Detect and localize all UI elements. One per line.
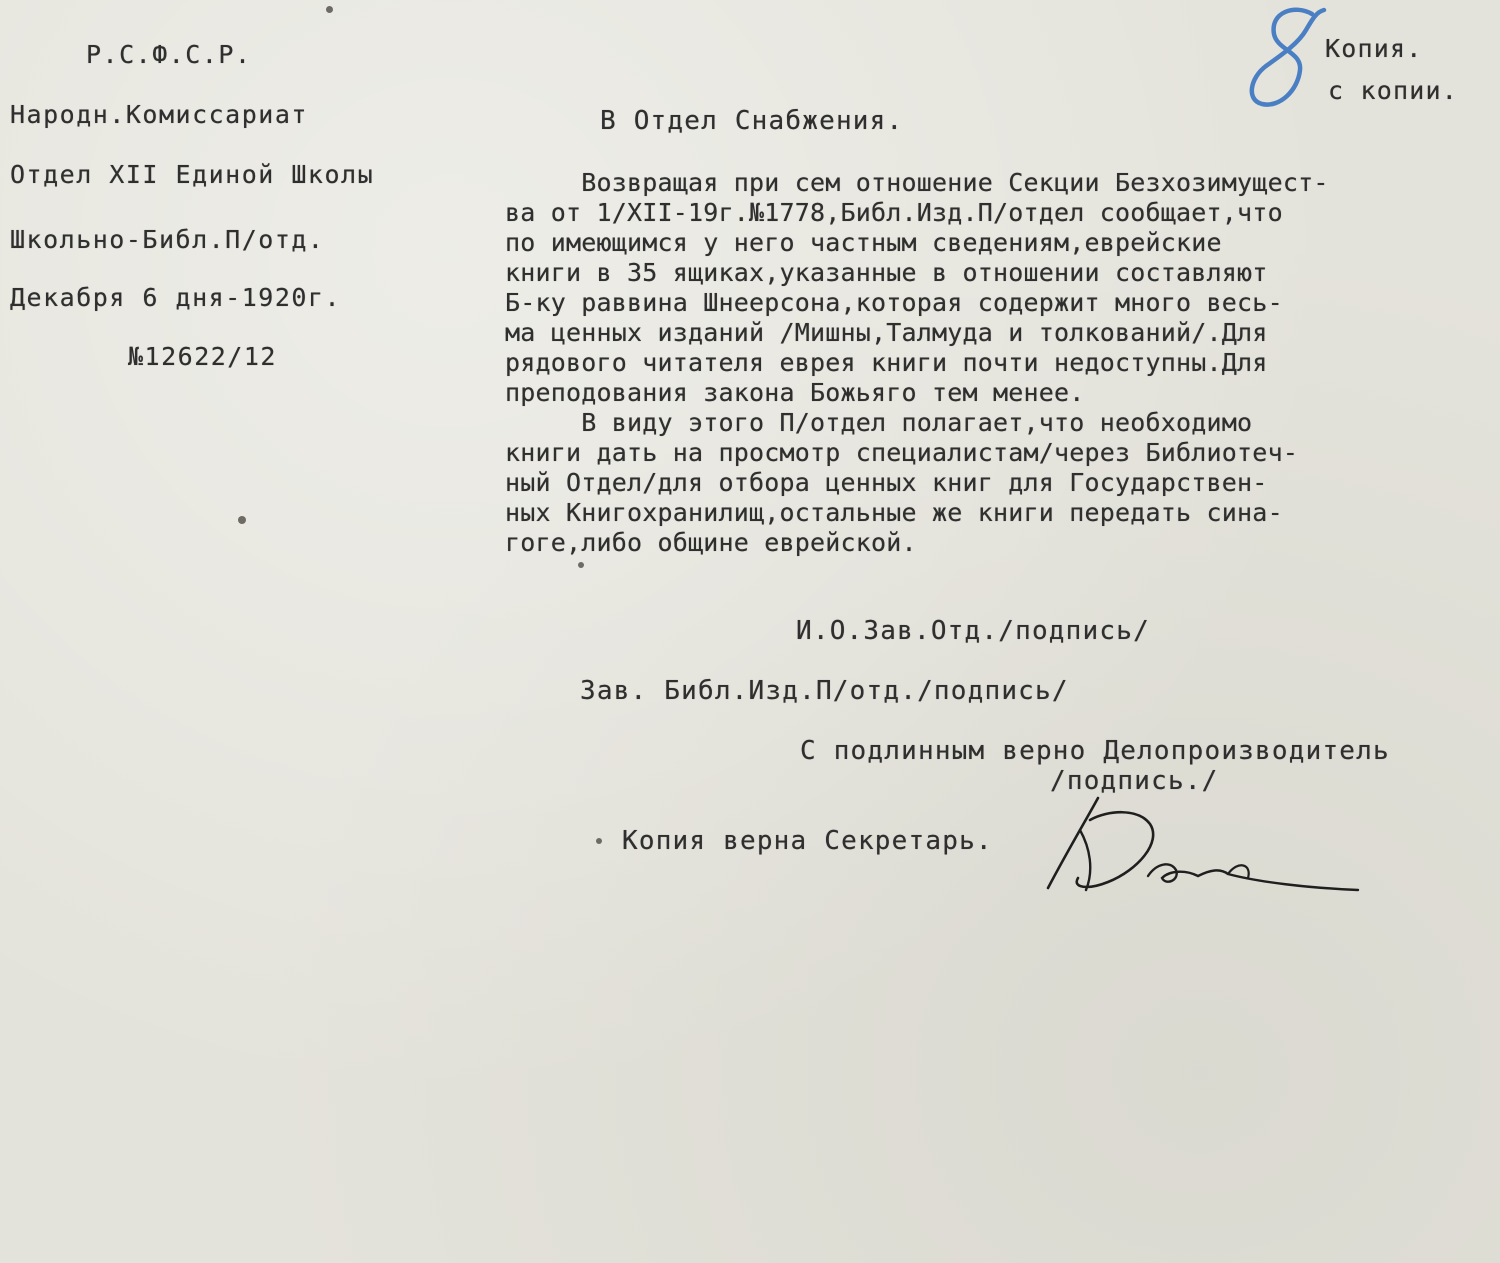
body-line: ма ценных изданий /Мишны,Талмуда и толкований/.Для	[505, 318, 1268, 347]
body-line: ных Книгохранилищ,остальные же книги передать сина-	[505, 498, 1283, 527]
copy-label: Копия.	[1325, 34, 1423, 63]
secretary-signature	[1038, 790, 1368, 910]
body-line: Возвращая при сем отношение Секции Безхозимущест-	[505, 168, 1329, 197]
body-line: по имеющимся у него частным сведениям,еврейские	[505, 228, 1222, 257]
header-commissariat: Народн.Комиссариат	[10, 100, 308, 129]
header-subdepartment: Школьно-Библ.П/отд.	[10, 225, 325, 254]
body-line: гоге,либо общине еврейской.	[505, 528, 917, 557]
true-copy-clerk-line: С подлинным верно Делопроизводитель	[800, 736, 1390, 766]
paper-speck	[596, 838, 602, 844]
paper-speck	[326, 6, 333, 13]
addressee: В Отдел Снабжения.	[600, 106, 904, 136]
header-rsfsr: Р.С.Ф.С.Р.	[86, 40, 252, 69]
clerk-signature-line: /подпись./	[1050, 766, 1219, 796]
library-head-signature-line: Зав. Библ.Изд.П/отд./подпись/	[580, 676, 1069, 706]
body-line: Б-ку раввина Шнеерсона,которая содержит много весь-	[505, 288, 1283, 317]
secretary-line: Копия верна Секретарь.	[622, 826, 993, 856]
body-line: книги в 35 ящиках,указанные в отношении составляют	[505, 258, 1268, 287]
paper-speck	[578, 562, 584, 568]
body-line: книги дать на просмотр специалистам/через Библиотеч-	[505, 438, 1299, 467]
body-line: рядового читателя еврея книги почти недоступны.Для	[505, 348, 1268, 377]
header-date: Декабря 6 дня-1920г.	[10, 283, 342, 312]
paper-speck	[238, 516, 246, 524]
body-line: преподования закона Божьяго тем менее.	[505, 378, 1085, 407]
body-line: ный Отдел/для отбора ценных книг для Государствен-	[505, 468, 1268, 497]
body-line: В виду этого П/отдел полагает,что необходимо	[505, 408, 1253, 437]
handwritten-page-number	[1240, 4, 1330, 116]
header-document-number: №12622/12	[128, 342, 277, 371]
letter-body	[505, 168, 1495, 558]
body-line: ва от 1/XII-19г.№1778,Библ.Изд.П/отдел сообщает,что	[505, 198, 1283, 227]
copy-of-copy-label: с копии.	[1328, 76, 1459, 105]
acting-head-signature-line: И.О.Зав.Отд./подпись/	[796, 616, 1150, 646]
header-department: Отдел XII Единой Школы	[10, 160, 375, 189]
